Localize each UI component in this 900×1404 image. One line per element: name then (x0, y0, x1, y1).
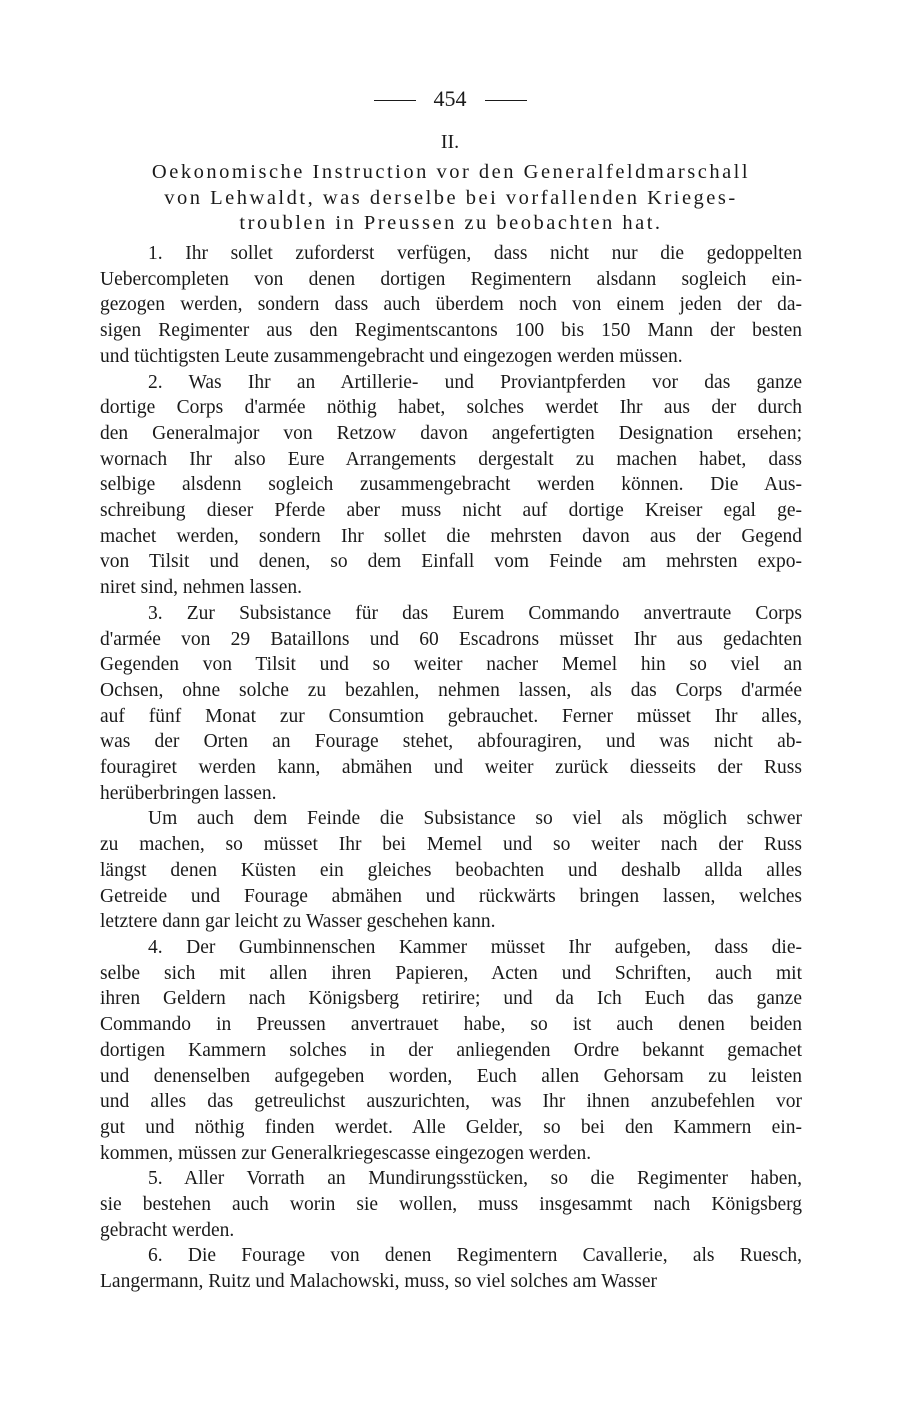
page-number: 454 (433, 86, 467, 111)
text-line: von Tilsit und denen, so dem Einfall vom Feinde am mehrsten expo- (100, 551, 802, 573)
text-line: 2. Was Ihr an Artillerie- und Proviantpferden vor das ganze (148, 371, 802, 393)
text-line: kommen, müssen zur Generalkriegescasse eingezogen werden. (100, 1142, 592, 1164)
text-line: sie bestehen auch worin sie wollen, muss insgesammt nach Königsberg (100, 1194, 802, 1216)
text-line: niret sind, nehmen lassen. (100, 577, 302, 599)
text-line: herüberbringen lassen. (100, 782, 277, 804)
text-line: und alles das getreulichst auszurichten, was Ihr ihnen anzubefehlen vor (100, 1091, 802, 1113)
text-line: gezogen werden, sondern dass auch überdem noch von einem jeden der da- (100, 294, 802, 316)
text-line: Uebercompleten von denen dortigen Regimentern alsdann sogleich ein- (100, 268, 802, 290)
text-line: Getreide und Fourage abmähen und rückwärts bringen lassen, welches (100, 885, 802, 907)
text-line: längst denen Küsten ein gleiches beobachten und deshalb allda alles (100, 859, 802, 881)
title-line: Oekonomische Instruction vor den Generalfeldmarschall (151, 161, 751, 183)
text-line: selbe sich mit allen ihren Papieren, Acten und Schriften, auch mit (100, 962, 802, 984)
text-line: und tüchtigsten Leute zusammengebracht und eingezogen werden müssen. (100, 345, 683, 367)
text-line: 1. Ihr sollet zuforderst verfügen, dass nicht nur die gedoppelten (148, 243, 802, 264)
text-line: 3. Zur Subsistance für das Eurem Commando anvertraute Corps (148, 602, 802, 624)
text-line: Ochsen, ohne solche zu bezahlen, nehmen lassen, als das Corps d'armée (100, 679, 802, 701)
text-line: 4. Der Gumbinnenschen Kammer müsset Ihr aufgeben, dass die- (148, 936, 802, 958)
paragraph (100, 806, 802, 935)
text-line: selbige alsdenn sogleich zusammengebracht werden können. Die Aus- (100, 474, 802, 496)
document-body (100, 241, 802, 1295)
text-line: auf fünf Monat zur Consumtion gebrauchet. Ferner müsset Ihr alles, (100, 705, 802, 727)
text-line: sigen Regimenter aus den Regimentscantons 100 bis 150 Mann der besten (100, 320, 802, 342)
page-header (0, 84, 900, 114)
paragraph (100, 1166, 802, 1243)
paragraph (100, 1243, 802, 1294)
text-line: Langermann, Ruitz und Malachowski, muss, so viel solches am Wasser (100, 1271, 657, 1293)
section-number: II. (440, 131, 460, 153)
title-line: von Lehwaldt, was derselbe bei vorfallenden Krieges- (164, 186, 738, 209)
title-line: troublen in Preussen zu beobachten hat. (239, 212, 663, 234)
text-line: d'armée von 29 Bataillons und 60 Escadrons müsset Ihr aus gedachten (100, 628, 802, 650)
text-line: was der Orten an Fourage stehet, abfouragiren, und was nicht ab- (100, 731, 802, 753)
text-line: gebracht werden. (100, 1219, 235, 1241)
text-line: gut und nöthig finden werdet. Alle Gelder, so bei den Kammern ein- (100, 1116, 802, 1138)
paragraph (100, 241, 802, 370)
text-line: 5. Aller Vorrath an Mundirungsstücken, so die Regimenter haben, (148, 1168, 802, 1190)
text-line: und denenselben aufgegeben worden, Euch allen Gehorsam zu leisten (100, 1065, 802, 1087)
header-dash-right (485, 100, 527, 101)
text-line: zu machen, so müsset Ihr bei Memel und so weiter nach der Russ (100, 834, 802, 856)
paragraph (100, 935, 802, 1166)
paragraph (100, 601, 802, 807)
text-line: fouragiret werden kann, abmähen und weiter zurück diesseits der Russ (100, 757, 802, 779)
text-line: dortigen Kammern solches in der anliegenden Ordre bekannt gemachet (100, 1039, 802, 1061)
text-line: machet werden, sondern Ihr sollet die mehrsten davon aus der Gegend (100, 525, 802, 547)
text-line: Gegenden von Tilsit und so weiter nacher Memel hin so viel an (100, 654, 802, 676)
text-line: schreibung dieser Pferde aber muss nicht auf dortige Kreiser egal ge- (100, 500, 802, 522)
text-line: 6. Die Fourage von denen Regimentern Cavallerie, als Ruesch, (148, 1245, 802, 1267)
text-line: Um auch dem Feinde die Subsistance so viel als möglich schwer (148, 808, 802, 830)
header-dash-left (374, 100, 416, 101)
text-line: dortige Corps d'armée nöthig habet, solches werdet Ihr aus der durch (100, 397, 802, 419)
text-line: den Generalmajor von Retzow davon angefertigten Designation ersehen; (100, 422, 802, 444)
text-line: wornach Ihr also Eure Arrangements dergestalt zu machen habet, dass (100, 448, 802, 470)
text-line: ihren Geldern nach Königsberg retirire; und da Ich Euch das ganze (100, 988, 802, 1010)
text-line: Commando in Preussen anvertrauet habe, so ist auch denen beiden (100, 1014, 802, 1036)
paragraph (100, 370, 802, 601)
document-title (100, 160, 802, 237)
text-line: letztere dann gar leicht zu Wasser geschehen kann. (100, 911, 496, 933)
